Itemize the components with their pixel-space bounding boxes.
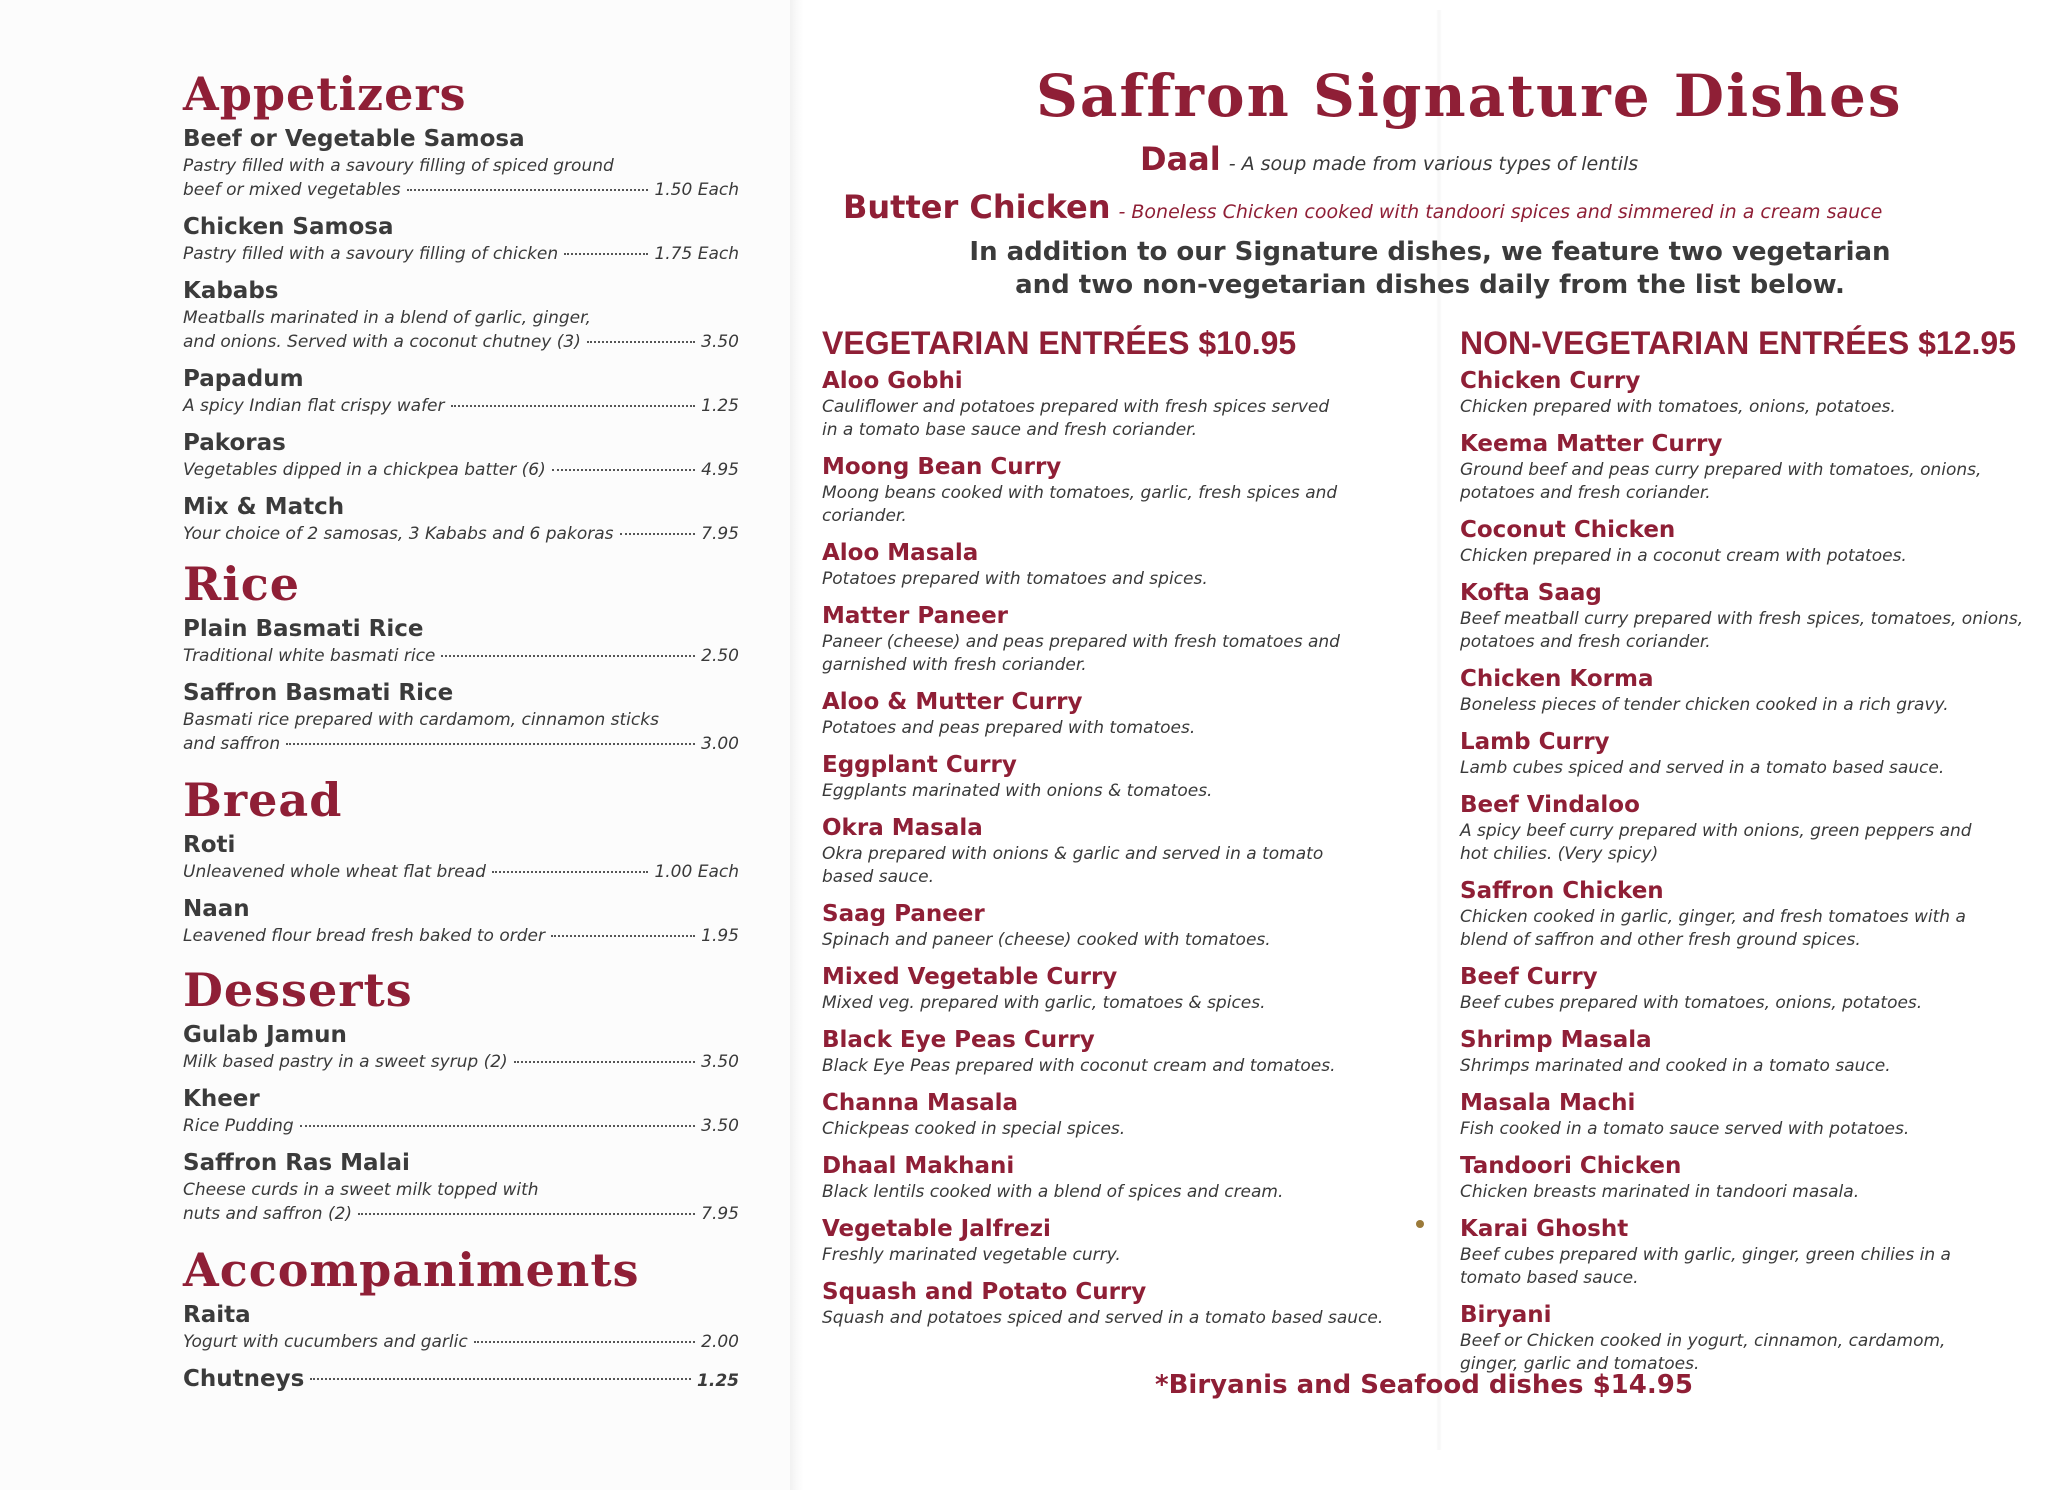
entree-description: Potatoes prepared with tomatoes and spices.: [822, 569, 1208, 589]
entree-item: [822, 366, 1422, 442]
entree-item: [1460, 790, 2040, 866]
entree-item: [1460, 1025, 2040, 1078]
menu-item-name: Chutneys: [183, 1366, 305, 1392]
entree-item: [822, 1151, 1422, 1204]
entree-item: [822, 813, 1422, 889]
entree-item: [1460, 515, 2040, 568]
menu-item: [183, 212, 739, 266]
entree-item: [822, 1088, 1422, 1141]
entree-description: Paneer (cheese) and peas prepared with fresh tomatoes and: [822, 632, 1340, 652]
entree-item: [1460, 876, 2040, 952]
entree-description: tomato based sauce.: [1460, 1268, 1639, 1288]
menu-item-price: 4.95: [701, 460, 739, 480]
entree-description: Chicken breasts marinated in tandoori masala.: [1460, 1182, 1860, 1202]
menu-item-description: Pastry filled with a savoury filling of spiced ground: [183, 156, 614, 176]
menu-item-description: Leavened flour bread fresh baked to order: [183, 926, 545, 946]
menu-item-name: Kababs: [183, 278, 279, 304]
menu-item-name: Plain Basmati Rice: [183, 616, 424, 642]
menu-item-description: Milk based pastry in a sweet syrup (2): [183, 1052, 508, 1072]
entree-name: Squash and Potato Curry: [822, 1279, 1147, 1305]
menu-item-price: 7.95: [701, 1204, 739, 1224]
menu-item-name: Pakoras: [183, 430, 286, 456]
section-accompaniments: [183, 1242, 739, 1396]
menu-item-description: nuts and saffron (2): [183, 1204, 353, 1224]
entree-item: [1460, 1214, 2040, 1290]
entree-description: Mixed veg. prepared with garlic, tomatoes & spices.: [822, 993, 1266, 1013]
entree-name: Vegetable Jalfrezi: [822, 1216, 1051, 1242]
page-fold: [790, 0, 804, 1490]
menu-item: [183, 492, 739, 546]
signature-daal-desc: - A soup made from various types of lentils: [1228, 153, 1639, 175]
menu-item-description: Meatballs marinated in a blend of garlic, ginger,: [183, 308, 591, 328]
dot-leader: [492, 871, 648, 873]
entree-description: Beef or Chicken cooked in yogurt, cinnamon, cardamom,: [1460, 1331, 1946, 1351]
menu-item-description: A spicy Indian flat crispy wafer: [183, 396, 445, 416]
menu-item-name: Beef or Vegetable Samosa: [183, 126, 525, 152]
menu-item-price-line: [183, 860, 739, 884]
entree-item: [822, 899, 1422, 952]
dot-leader: [358, 1213, 695, 1215]
dot-leader: [620, 533, 696, 535]
entree-name: Black Eye Peas Curry: [822, 1027, 1095, 1053]
menu-item-description: Unleavened whole wheat flat bread: [183, 862, 486, 882]
entree-item: [822, 962, 1422, 1015]
entree-name: Masala Machi: [1460, 1090, 1636, 1116]
menu-item-price-line: [183, 522, 739, 546]
menu-item-description: Pastry filled with a savoury filling of chicken: [183, 244, 559, 264]
entree-description: Chickpeas cooked in special spices.: [822, 1119, 1126, 1139]
menu-item-price: 2.50: [701, 646, 739, 666]
section-heading-rice: Rice: [183, 557, 300, 611]
menu-item: [183, 1364, 739, 1396]
menu-item-name: Roti: [183, 832, 236, 858]
entree-name: Chicken Korma: [1460, 666, 1654, 692]
dot-leader: [474, 1341, 695, 1343]
dot-leader: [551, 935, 695, 937]
entree-description: ginger, garlic and tomatoes.: [1460, 1354, 1700, 1374]
section-desserts: [183, 962, 739, 1226]
section-heading-bread: Bread: [183, 773, 343, 827]
menu-item-price-line: [183, 458, 739, 482]
intro-text: [930, 236, 1930, 302]
dot-leader: [587, 341, 695, 343]
menu-item-name: Mix & Match: [183, 494, 345, 520]
dot-leader: [564, 253, 648, 255]
entree-name: Coconut Chicken: [1460, 517, 1676, 543]
menu-item-price: 2.00: [701, 1332, 739, 1352]
entree-item: [822, 601, 1422, 677]
menu-item-description: Your choice of 2 samosas, 3 Kababs and 6 pakoras: [183, 524, 614, 544]
menu-item-description: and saffron: [183, 734, 281, 754]
entree-description: Chicken cooked in garlic, ginger, and fresh tomatoes with a: [1460, 907, 1966, 927]
page-fold-right: [1436, 10, 1442, 1450]
entree-description: Spinach and paneer (cheese) cooked with tomatoes.: [822, 930, 1271, 950]
entree-name: Dhaal Makhani: [822, 1153, 1015, 1179]
menu-item: [183, 124, 739, 202]
menu-item-price-line: [183, 1202, 739, 1226]
entree-name: Eggplant Curry: [822, 752, 1017, 778]
menu-item: [183, 894, 739, 948]
dot-leader: [310, 1378, 691, 1380]
vegetarian-list: [822, 366, 1422, 1330]
signature-butter-name: Butter Chicken: [843, 188, 1111, 226]
menu-item-description: Traditional white basmati rice: [183, 646, 436, 666]
entree-description: A spicy beef curry prepared with onions, green peppers and: [1460, 821, 1972, 841]
menu-item-price: 3.50: [701, 1052, 739, 1072]
menu-item: [183, 1084, 739, 1138]
entree-item: [1460, 664, 2040, 717]
entree-description: Lamb cubes spiced and served in a tomato based sauce.: [1460, 758, 1945, 778]
dot-leader: [300, 1125, 695, 1127]
menu-item-price-line: [183, 924, 739, 948]
vegetarian-column: [822, 325, 1422, 1340]
signature-butter-chicken: [843, 188, 1882, 226]
entree-description: in a tomato base sauce and fresh coriander.: [822, 420, 1198, 440]
menu-item-name: Papadum: [183, 366, 304, 392]
menu-item-description: beef or mixed vegetables: [183, 180, 401, 200]
signature-daal: [1140, 140, 1638, 178]
non-vegetarian-heading: NON-VEGETARIAN ENTRÉES $12.95: [1460, 325, 2016, 361]
entree-description: Shrimps marinated and cooked in a tomato sauce.: [1460, 1056, 1891, 1076]
section-appetizers: [183, 66, 739, 546]
entree-item: [822, 687, 1422, 740]
menu-item-price: 1.25: [697, 1371, 739, 1391]
entree-name: Beef Curry: [1460, 964, 1598, 990]
menu-item-price: 7.95: [701, 524, 739, 544]
entree-item: [1460, 429, 2040, 505]
entree-item: [822, 1025, 1422, 1078]
entree-name: Mixed Vegetable Curry: [822, 964, 1118, 990]
entree-description: Beef cubes prepared with tomatoes, onions, potatoes.: [1460, 993, 1923, 1013]
menu-item-price-line: [183, 1330, 739, 1354]
entree-item: [1460, 578, 2040, 654]
entree-description: Moong beans cooked with tomatoes, garlic, fresh spices and: [822, 483, 1338, 503]
dot-leader: [286, 743, 695, 745]
menu-item: [183, 1020, 739, 1074]
entree-name: Aloo Gobhi: [822, 368, 963, 394]
menu-item: [183, 614, 739, 668]
menu-item-price-line: [183, 1114, 739, 1138]
section-heading-accompaniments: Accompaniments: [183, 1243, 640, 1297]
entree-name: Saffron Chicken: [1460, 878, 1664, 904]
entree-name: Kofta Saag: [1460, 580, 1602, 606]
entree-description: Freshly marinated vegetable curry.: [822, 1245, 1121, 1265]
non-vegetarian-column: [1460, 325, 2040, 1386]
entree-name: Shrimp Masala: [1460, 1027, 1652, 1053]
menu-item-price-line: [183, 394, 739, 418]
dot-leader: [552, 469, 695, 471]
dot-leader: [451, 405, 696, 407]
entree-description: garnished with fresh coriander.: [822, 655, 1087, 675]
menu-item-price: 1.00 Each: [654, 862, 739, 882]
section-heading-desserts: Desserts: [183, 963, 413, 1017]
entree-description: Okra prepared with onions & garlic and served in a tomato: [822, 844, 1324, 864]
menu-item-price: 3.00: [701, 734, 739, 754]
menu-item-price-line: [183, 242, 739, 266]
menu-item-name: Naan: [183, 896, 250, 922]
entree-description: Boneless pieces of tender chicken cooked in a rich gravy.: [1460, 695, 1949, 715]
entree-description: Eggplants marinated with onions & tomatoes.: [822, 781, 1213, 801]
entree-description: Potatoes and peas prepared with tomatoes.: [822, 718, 1196, 738]
entree-description: Chicken prepared with tomatoes, onions, potatoes.: [1460, 397, 1896, 417]
entree-item: [1460, 1088, 2040, 1141]
menu-item: [183, 830, 739, 884]
menu-item-price: 3.50: [701, 1116, 739, 1136]
menu-item-description: Cheese curds in a sweet milk topped with: [183, 1180, 539, 1200]
entree-description: Cauliflower and potatoes prepared with fresh spices served: [822, 397, 1330, 417]
menu-item-price: 1.50 Each: [654, 180, 739, 200]
entree-description: based sauce.: [822, 867, 934, 887]
entree-item: [1460, 962, 2040, 1015]
dot-leader: [441, 655, 695, 657]
entree-name: Chicken Curry: [1460, 368, 1641, 394]
entree-name: Aloo & Mutter Curry: [822, 689, 1083, 715]
intro-line-2: and two non-vegetarian dishes daily from the list below.: [1015, 270, 1845, 300]
menu-item-price-line: [183, 178, 739, 202]
menu-item-name: Raita: [183, 1302, 251, 1328]
menu-item-price-line: [183, 732, 739, 756]
menu-item: [183, 364, 739, 418]
menu-item: [183, 428, 739, 482]
entree-description: Chicken prepared in a coconut cream with potatoes.: [1460, 546, 1907, 566]
left-menu-column: [183, 66, 739, 1406]
entree-item: [822, 538, 1422, 591]
entree-description: Beef cubes prepared with garlic, ginger, green chilies in a: [1460, 1245, 1951, 1265]
vegetarian-heading: VEGETARIAN ENTRÉES $10.95: [822, 325, 1297, 361]
signature-butter-desc: - Boneless Chicken cooked with tandoori spices and simmered in a cream sauce: [1118, 201, 1883, 223]
menu-item-name: Chicken Samosa: [183, 214, 394, 240]
menu-item: [183, 1300, 739, 1354]
entree-description: potatoes and fresh coriander.: [1460, 483, 1711, 503]
signature-title: Saffron Signature Dishes: [1036, 62, 1903, 130]
biryani-footnote: *Biryanis and Seafood dishes $14.95: [1155, 1370, 1693, 1400]
entree-description: Ground beef and peas curry prepared with tomatoes, onions,: [1460, 460, 1982, 480]
menu-item-row: [183, 1364, 739, 1396]
entree-name: Channa Masala: [822, 1090, 1019, 1116]
menu-item-price: 1.25: [701, 396, 739, 416]
entree-description: hot chilies. (Very spicy): [1460, 844, 1659, 864]
section-bread: [183, 772, 739, 948]
menu-item: [183, 678, 739, 756]
menu-item-name: Gulab Jamun: [183, 1022, 347, 1048]
menu-item-description: Yogurt with cucumbers and garlic: [183, 1332, 468, 1352]
entree-description: Squash and potatoes spiced and served in a tomato based sauce.: [822, 1308, 1384, 1328]
entree-name: Okra Masala: [822, 815, 983, 841]
entree-description: blend of saffron and other fresh ground spices.: [1460, 930, 1861, 950]
menu-item: [183, 1148, 739, 1226]
entree-name: Moong Bean Curry: [822, 454, 1062, 480]
entree-description: Black lentils cooked with a blend of spices and cream.: [822, 1182, 1284, 1202]
menu-item-price: 1.75 Each: [654, 244, 739, 264]
dot-leader: [407, 189, 649, 191]
entree-name: Tandoori Chicken: [1460, 1153, 1682, 1179]
entree-name: Beef Vindaloo: [1460, 792, 1640, 818]
intro-line-1: In addition to our Signature dishes, we feature two vegetarian: [969, 237, 1891, 267]
menu-item-name: Kheer: [183, 1086, 260, 1112]
entree-item: [1460, 1300, 2040, 1376]
entree-item: [822, 1214, 1422, 1267]
menu-item-price-line: [183, 330, 739, 354]
entree-item: [1460, 1151, 2040, 1204]
entree-name: Matter Paneer: [822, 603, 1009, 629]
menu-item-description: Rice Pudding: [183, 1116, 294, 1136]
entree-name: Lamb Curry: [1460, 729, 1610, 755]
entree-description: Fish cooked in a tomato sauce served with potatoes.: [1460, 1119, 1910, 1139]
dot-leader: [514, 1061, 695, 1063]
entree-name: Karai Ghosht: [1460, 1216, 1629, 1242]
menu-item-description: Vegetables dipped in a chickpea batter (6): [183, 460, 546, 480]
entree-item: [822, 750, 1422, 803]
menu-item-price-line: [183, 1050, 739, 1074]
non-vegetarian-list: [1460, 366, 2040, 1376]
menu-item: [183, 276, 739, 354]
entree-description: potatoes and fresh coriander.: [1460, 632, 1711, 652]
menu-item-name: Saffron Ras Malai: [183, 1150, 410, 1176]
section-heading-appetizers: Appetizers: [183, 67, 467, 121]
menu-item-description: Basmati rice prepared with cardamom, cinnamon sticks: [183, 710, 659, 730]
signature-daal-name: Daal: [1140, 140, 1221, 178]
entree-description: Beef meatball curry prepared with fresh spices, tomatoes, onions,: [1460, 609, 2024, 629]
menu-item-name: Saffron Basmati Rice: [183, 680, 454, 706]
entree-item: [1460, 727, 2040, 780]
menu-item-description: and onions. Served with a coconut chutney (3): [183, 332, 581, 352]
entree-name: Biryani: [1460, 1302, 1552, 1328]
entree-description: coriander.: [822, 506, 907, 526]
entree-item: [1460, 366, 2040, 419]
entree-name: Aloo Masala: [822, 540, 979, 566]
entree-name: Saag Paneer: [822, 901, 985, 927]
menu-item-price: 1.95: [701, 926, 739, 946]
menu-item-price: 3.50: [701, 332, 739, 352]
menu-item-price-line: [183, 644, 739, 668]
entree-description: Black Eye Peas prepared with coconut cream and tomatoes.: [822, 1056, 1336, 1076]
entree-item: [822, 1277, 1422, 1330]
entree-item: [822, 452, 1422, 528]
section-rice: [183, 556, 739, 756]
entree-name: Keema Matter Curry: [1460, 431, 1723, 457]
